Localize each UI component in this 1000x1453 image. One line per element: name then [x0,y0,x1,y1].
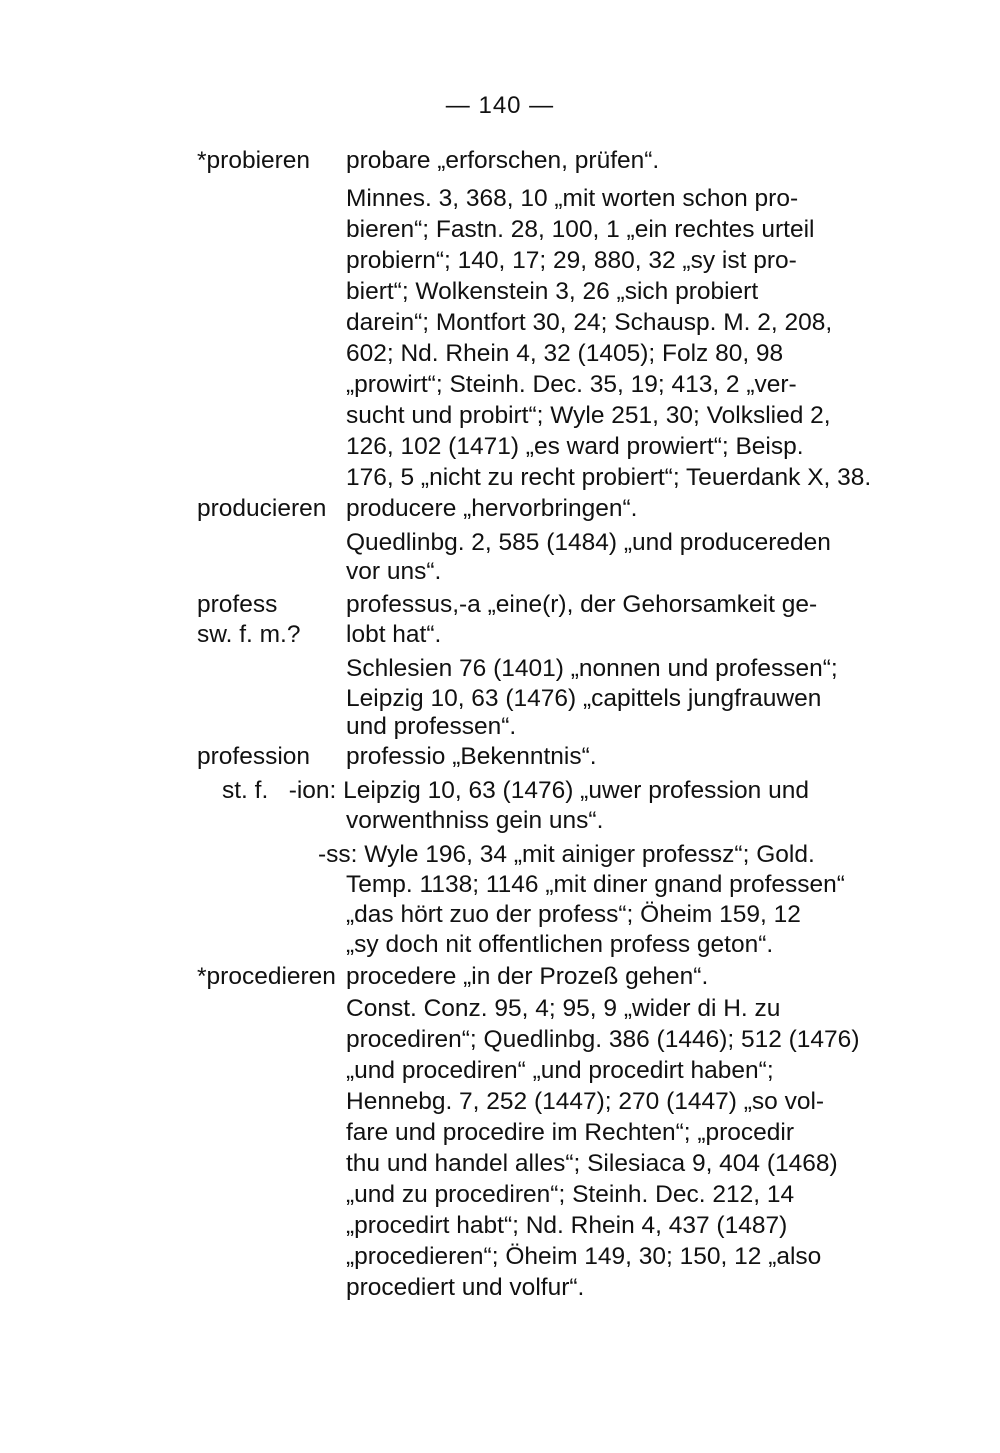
entry-line: producere „hervorbringen“. [346,495,638,522]
entry-line: 602; Nd. Rhein 4, 32 (1405); Folz 80, 98 [346,340,784,367]
entry-line: Hennebg. 7, 252 (1447); 270 (1447) „so vol- [346,1088,825,1115]
entry-line: Schlesien 76 (1401) „nonnen und professen“; [346,655,838,682]
entry-line: „und procediren“ „und procedirt haben“; [346,1057,774,1084]
entry-line: probare „erforschen, prüfen“. [346,147,660,174]
entry-line: Const. Conz. 95, 4; 95, 9 „wider di H. zu [346,995,781,1022]
headword-probieren: *probieren [197,147,311,174]
entry-line: darein“; Montfort 30, 24; Schausp. M. 2, 208, [346,309,833,336]
entry-line: procedere „in der Prozeß gehen“. [346,963,709,990]
entry-line: vorwenthniss gein uns“. [346,807,604,834]
entry-line: st. f. -ion: Leipzig 10, 63 (1476) „uwer profession und [222,777,809,804]
entry-line: Leipzig 10, 63 (1476) „capittels jungfrauwen [346,685,822,712]
entry-line: procediert und volfur“. [346,1274,585,1301]
entry-line: lobt hat“. [346,621,442,648]
entry-line: Minnes. 3, 368, 10 „mit worten schon pro- [346,185,799,212]
entry-line: fare und procedire im Rechten“; „procedir [346,1119,795,1146]
entry-line: bieren“; Fastn. 28, 100, 1 „ein rechtes urteil [346,216,815,243]
entry-line: „sy doch nit offentlichen profess geton“. [346,931,774,958]
entry-line: „procedieren“; Öheim 149, 30; 150, 12 „also [346,1243,822,1270]
entry-line: 126, 102 (1471) „es ward prowiert“; Beisp. [346,433,804,460]
entry-line: Temp. 1138; 1146 „mit diner gnand professen“ [346,871,845,898]
entry-line: „procedirt habt“; Nd. Rhein 4, 437 (1487) [346,1212,788,1239]
entry-line: biert“; Wolkenstein 3, 26 „sich probiert [346,278,759,305]
entry-line: vor uns“. [346,558,442,585]
entry-line: -ss: Wyle 196, 34 „mit ainiger professz“; Gold. [318,841,815,868]
entry-line: professus,-a „eine(r), der Gehorsamkeit ge- [346,591,818,618]
headword-profession: profession [197,743,311,770]
entry-line: und professen“. [346,713,517,740]
entry-line: 176, 5 „nicht zu recht probiert“; Teuerdank X, 38. [346,464,872,491]
headword-procedieren: *procedieren [197,963,336,990]
grammar-note: sw. f. m.? [197,621,301,648]
page-number: — 140 — [445,92,555,119]
entry-line: „prowirt“; Steinh. Dec. 35, 19; 413, 2 „ver- [346,371,797,398]
entry-line: Quedlinbg. 2, 585 (1484) „und producereden [346,529,831,556]
entry-line: probiern“; 140, 17; 29, 880, 32 „sy ist pro- [346,247,797,274]
entry-line: procediren“; Quedlinbg. 386 (1446); 512 (1476) [346,1026,860,1053]
entry-line: professio „Bekenntnis“. [346,743,597,770]
headword-profess: profess [197,591,278,618]
entry-line: sucht und probirt“; Wyle 251, 30; Volkslied 2, [346,402,831,429]
entry-line: „und zu procediren“; Steinh. Dec. 212, 14 [346,1181,795,1208]
entry-line: „das hört zuo der profess“; Öheim 159, 12 [346,901,801,928]
entry-line: thu und handel alles“; Silesiaca 9, 404 (1468) [346,1150,838,1177]
headword-producieren: producieren [197,495,327,522]
